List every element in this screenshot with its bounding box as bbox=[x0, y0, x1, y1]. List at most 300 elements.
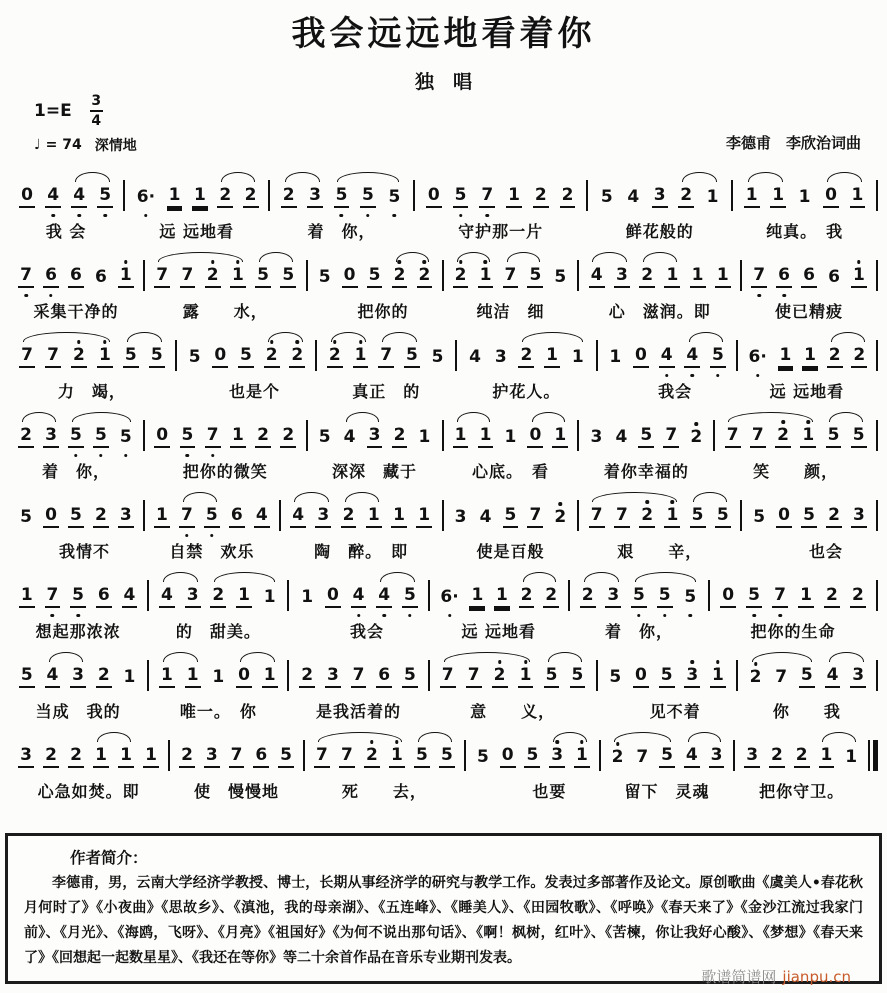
note bbox=[607, 347, 623, 368]
octave-dot-low bbox=[393, 214, 397, 218]
note bbox=[652, 185, 668, 208]
note bbox=[570, 347, 586, 368]
measure bbox=[588, 167, 731, 242]
note bbox=[851, 505, 867, 528]
note-digit: 1 bbox=[391, 506, 407, 528]
note bbox=[599, 187, 615, 208]
note-digit: 3 bbox=[549, 746, 565, 768]
note-digit: 5 bbox=[503, 506, 519, 528]
note-digit: 0 bbox=[720, 586, 736, 608]
note bbox=[154, 425, 170, 448]
note bbox=[479, 185, 495, 208]
note bbox=[210, 667, 226, 688]
note bbox=[492, 665, 508, 688]
note-digit: 5 bbox=[402, 666, 418, 688]
note bbox=[417, 427, 433, 448]
note-digit: 6 bbox=[776, 266, 792, 288]
note bbox=[96, 665, 112, 688]
watermark bbox=[701, 966, 851, 987]
note-digit: 1 bbox=[504, 427, 517, 448]
note-digit: 4 bbox=[479, 507, 492, 528]
note-digit: 5 bbox=[476, 747, 489, 768]
measure bbox=[444, 407, 578, 482]
measure bbox=[9, 327, 175, 402]
note bbox=[68, 425, 84, 448]
octave-dot-low bbox=[752, 614, 756, 618]
note-digit: 3 bbox=[744, 746, 760, 768]
lyric-line: 是我活着的 bbox=[316, 702, 402, 721]
note bbox=[801, 505, 817, 528]
note-digit: 2 bbox=[210, 586, 226, 608]
note-digit: 0 bbox=[212, 346, 228, 368]
note bbox=[589, 265, 605, 288]
note bbox=[709, 745, 725, 768]
note-digit: 2 bbox=[827, 346, 843, 368]
notes-row bbox=[598, 647, 736, 688]
note bbox=[118, 265, 134, 288]
note bbox=[659, 345, 675, 368]
note-digit: 3 bbox=[185, 586, 201, 608]
note bbox=[638, 425, 654, 448]
note-digit: 5 bbox=[68, 426, 84, 448]
note-digit: 2 bbox=[205, 266, 221, 288]
note-digit: 2 bbox=[243, 186, 259, 208]
note bbox=[43, 265, 59, 288]
barline bbox=[876, 180, 878, 211]
note bbox=[364, 745, 380, 768]
lyric-line: 我 会 bbox=[45, 222, 87, 241]
octave-dot-low bbox=[185, 534, 189, 538]
note bbox=[45, 345, 61, 368]
note-digit: 2 bbox=[18, 426, 34, 448]
lyric-line: 我情不 bbox=[41, 542, 110, 561]
note-digit: 3 bbox=[454, 507, 467, 528]
time-signature-denominator: 4 bbox=[91, 113, 102, 129]
note-digit: 5 bbox=[123, 346, 139, 368]
octave-dot-low bbox=[448, 614, 452, 618]
lyric-line: 心 滋润。即 bbox=[608, 302, 711, 321]
measure bbox=[579, 247, 740, 322]
note bbox=[625, 187, 641, 208]
bio-heading: 作者简介： bbox=[70, 849, 148, 867]
note-digit: 1 bbox=[690, 266, 706, 288]
note-digit: 7 bbox=[440, 666, 456, 688]
note bbox=[118, 505, 134, 528]
barline bbox=[876, 340, 878, 371]
notes-row bbox=[9, 167, 123, 208]
note-digit: 5 bbox=[388, 187, 401, 208]
note-digit: 1 bbox=[710, 666, 726, 688]
composer-credit: 李德甫 李欣治词曲 bbox=[725, 134, 861, 152]
note bbox=[179, 505, 195, 528]
note-digit: 2 bbox=[289, 346, 305, 368]
note bbox=[776, 265, 792, 288]
note-digit: 1 bbox=[819, 746, 835, 768]
note-digit: 1 bbox=[192, 186, 208, 208]
note-digit: 2 bbox=[639, 506, 655, 528]
note-digit: 7 bbox=[589, 506, 605, 528]
note-digit: 6 bbox=[828, 267, 840, 288]
octave-dot-high bbox=[754, 662, 758, 666]
note-digit: 1 bbox=[118, 266, 134, 288]
lyric-line: 把你的生命 bbox=[750, 622, 836, 641]
music-system bbox=[9, 567, 878, 647]
note bbox=[827, 345, 843, 368]
note bbox=[97, 345, 113, 368]
note-digit: 1 bbox=[802, 346, 818, 368]
final-bar-thick bbox=[873, 740, 878, 771]
note-digit: 5 bbox=[188, 347, 201, 368]
lyric-line: 你 我 bbox=[772, 702, 841, 721]
note-digit: 7 bbox=[229, 746, 245, 768]
note bbox=[794, 745, 810, 768]
note bbox=[639, 265, 655, 288]
lyric-line: 远 远地看 bbox=[769, 382, 845, 401]
note-digit: 3 bbox=[307, 186, 323, 208]
note bbox=[230, 425, 246, 448]
lyric-line: 着 你， bbox=[41, 462, 110, 481]
note-digit: 7 bbox=[179, 506, 195, 528]
note-digit: 5 bbox=[70, 586, 86, 608]
note bbox=[18, 265, 34, 288]
note bbox=[466, 665, 482, 688]
note-digit: 2 bbox=[560, 186, 576, 208]
note-digit: 4 bbox=[589, 266, 605, 288]
lyric-line: 使是百般 bbox=[476, 542, 545, 561]
octave-dot-low bbox=[51, 614, 55, 618]
note bbox=[744, 185, 760, 208]
note-digit: 1 bbox=[478, 426, 494, 448]
note-digit: 0 bbox=[823, 186, 839, 208]
lyric-line: 采集干净的 bbox=[33, 302, 119, 321]
note bbox=[823, 185, 839, 208]
lyric-line: 自禁 欢乐 bbox=[169, 542, 255, 561]
note-digit: 2 bbox=[71, 346, 87, 368]
note-digit: 5 bbox=[149, 346, 165, 368]
note-digit: 1 bbox=[167, 186, 183, 208]
note bbox=[527, 265, 543, 288]
measure bbox=[149, 647, 287, 722]
note bbox=[416, 505, 432, 528]
note bbox=[262, 587, 278, 608]
note-digit: 5 bbox=[431, 347, 444, 368]
note bbox=[664, 265, 680, 288]
octave-dot-high bbox=[695, 422, 699, 426]
measure bbox=[145, 247, 306, 322]
note bbox=[149, 345, 165, 368]
measure bbox=[270, 167, 413, 242]
note bbox=[179, 745, 195, 768]
bio-text: 李德甫，男，云南大学经济学教授、博士，长期从事经济学的研究与教学工作。发表过多部著作及论文。原创歌曲《虞美人•春花秋月何时了》《小夜曲》《思故乡》、《滇池，我的母亲湖》、《五连峰》、《睡美人》、《田园牧歌》、《呼唤》《春天来了》《金沙江流过我家门前》、《月光》、《海鸥，飞呀》、《月亮》《祖国好》《为何不说出那句话》、《啊！枫树，红叶》、《苦楝，你让我好心酸》、《梦想》《春天来了》《回想起一起数星星》、《我还在等你》等二十余首作品在音乐专业期刊发表。 bbox=[24, 875, 863, 966]
note bbox=[351, 585, 367, 608]
note bbox=[607, 667, 623, 688]
note bbox=[720, 585, 736, 608]
note-digit: 0 bbox=[633, 346, 649, 368]
notes-row bbox=[742, 247, 876, 288]
note-digit: 2 bbox=[851, 346, 867, 368]
note-digit: 1 bbox=[518, 666, 534, 688]
note-digit: 5 bbox=[746, 586, 762, 608]
note-digit: 3 bbox=[709, 746, 725, 768]
note-digit: 0 bbox=[633, 666, 649, 688]
note bbox=[633, 665, 649, 688]
octave-dot-high bbox=[691, 660, 695, 664]
note bbox=[280, 425, 296, 448]
note-digit: 5 bbox=[684, 587, 697, 608]
lyric-line: 也会 bbox=[775, 542, 844, 561]
note bbox=[778, 345, 794, 368]
note-digit: 4 bbox=[627, 187, 640, 208]
note bbox=[438, 587, 460, 608]
note bbox=[503, 265, 519, 288]
octave-dot-low bbox=[756, 374, 760, 378]
octave-dot-low bbox=[74, 454, 78, 458]
note-digit: 1 bbox=[494, 586, 510, 608]
note-digit: 1 bbox=[185, 666, 201, 688]
notes-row bbox=[9, 247, 143, 288]
note bbox=[552, 425, 568, 448]
note-digit: 3 bbox=[204, 746, 220, 768]
note-digit: 7 bbox=[751, 266, 767, 288]
note bbox=[663, 425, 679, 448]
note bbox=[45, 585, 61, 608]
note bbox=[210, 585, 226, 608]
note-digit: 7 bbox=[636, 747, 649, 768]
note bbox=[317, 267, 333, 288]
music-system bbox=[9, 407, 878, 487]
note bbox=[238, 345, 254, 368]
note-digit: 0 bbox=[342, 266, 358, 288]
note bbox=[123, 345, 139, 368]
note bbox=[45, 665, 61, 688]
note bbox=[747, 347, 769, 368]
note bbox=[613, 427, 629, 448]
note bbox=[71, 345, 87, 368]
note bbox=[798, 585, 814, 608]
note-digit: 0 bbox=[325, 586, 341, 608]
note bbox=[744, 745, 760, 768]
note bbox=[255, 425, 271, 448]
note bbox=[93, 505, 109, 528]
note-digit: 5 bbox=[609, 667, 622, 688]
note-digit: 5 bbox=[318, 267, 331, 288]
lyric-line: 把你的微笑 bbox=[182, 462, 268, 481]
watermark-url-link[interactable]: jianpu.cn bbox=[782, 968, 851, 986]
note bbox=[205, 425, 221, 448]
note bbox=[392, 265, 408, 288]
note-digit: 4 bbox=[122, 586, 138, 608]
octave-dot-high bbox=[124, 260, 128, 264]
note bbox=[253, 745, 269, 768]
note-digit: 3 bbox=[315, 506, 331, 528]
note bbox=[560, 185, 576, 208]
note bbox=[212, 345, 228, 368]
measure bbox=[415, 167, 586, 242]
note bbox=[414, 745, 430, 768]
note-digit: 5 bbox=[119, 427, 132, 448]
note-digit: 6 bbox=[801, 266, 817, 288]
measure bbox=[570, 567, 708, 642]
note bbox=[180, 265, 196, 288]
note-digit: 1 bbox=[798, 187, 811, 208]
note-digit: 7 bbox=[339, 746, 355, 768]
note-digit: 5 bbox=[367, 266, 383, 288]
measure bbox=[598, 647, 736, 722]
note-digit: 2 bbox=[417, 266, 433, 288]
note bbox=[19, 345, 35, 368]
note bbox=[819, 745, 835, 768]
note bbox=[167, 185, 183, 208]
note bbox=[801, 265, 817, 288]
note bbox=[205, 265, 221, 288]
note-digit: 5 bbox=[414, 746, 430, 768]
note-digit: 7 bbox=[663, 426, 679, 448]
note bbox=[748, 667, 764, 688]
note bbox=[404, 345, 420, 368]
note-digit: 2 bbox=[850, 586, 866, 608]
note bbox=[290, 505, 306, 528]
note-digit: 7 bbox=[154, 266, 170, 288]
note bbox=[770, 185, 786, 208]
note bbox=[605, 585, 621, 608]
note bbox=[378, 345, 394, 368]
note-digit: 6 bbox=[68, 266, 84, 288]
note bbox=[589, 505, 605, 528]
lyric-line: 着你幸福的 bbox=[603, 462, 689, 481]
note-digit: 4 bbox=[615, 427, 628, 448]
note-digit: 2 bbox=[769, 746, 785, 768]
note bbox=[544, 345, 560, 368]
note-digit: 7 bbox=[19, 346, 35, 368]
octave-dot-low bbox=[663, 614, 667, 618]
note bbox=[230, 265, 246, 288]
note-digit: 2 bbox=[93, 506, 109, 528]
note-digit: 2 bbox=[280, 426, 296, 448]
final-barline bbox=[868, 740, 878, 771]
note-digit: 1 bbox=[506, 186, 522, 208]
lyric-line: 纯洁 细 bbox=[476, 302, 545, 321]
note bbox=[552, 507, 568, 528]
note-digit: 2 bbox=[299, 666, 315, 688]
note-digit: 1 bbox=[93, 746, 109, 768]
octave-dot-low bbox=[665, 374, 669, 378]
note bbox=[70, 585, 86, 608]
note-digit: 1 bbox=[770, 186, 786, 208]
note-digit: 2 bbox=[341, 506, 357, 528]
octave-dot-low bbox=[210, 534, 214, 538]
note bbox=[68, 265, 84, 288]
octave-dot-low bbox=[716, 374, 720, 378]
note bbox=[664, 505, 680, 528]
note-digit: 2 bbox=[68, 746, 84, 768]
note-digit: 2 bbox=[826, 506, 842, 528]
note-digit: 5 bbox=[524, 746, 540, 768]
note-digit: 0 bbox=[426, 186, 442, 208]
note bbox=[850, 185, 866, 208]
note-digit: 1 bbox=[744, 186, 760, 208]
note bbox=[229, 505, 245, 528]
note bbox=[122, 667, 138, 688]
time-signature-divider bbox=[90, 110, 103, 112]
note-digit: 5 bbox=[93, 426, 109, 448]
note-digit: 1 bbox=[571, 347, 584, 368]
note-digit: 1 bbox=[353, 346, 369, 368]
measure bbox=[9, 567, 147, 642]
lyric-line: 着 你， bbox=[307, 222, 376, 241]
note-digit: 2 bbox=[794, 746, 810, 768]
lyric-line: 力 竭， bbox=[57, 382, 126, 401]
note bbox=[299, 665, 315, 688]
notes-row bbox=[9, 487, 143, 528]
octave-dot-low bbox=[782, 294, 786, 298]
note bbox=[589, 427, 605, 448]
note bbox=[18, 745, 34, 768]
note-digit: 5 bbox=[318, 427, 331, 448]
notes-row bbox=[415, 167, 586, 208]
lyric-line: 留下 灵魂 bbox=[624, 782, 710, 801]
note-digit: 5 bbox=[799, 666, 815, 688]
note-digit: 3 bbox=[850, 666, 866, 688]
note-digit: 7 bbox=[45, 346, 61, 368]
barline bbox=[876, 420, 878, 451]
measure bbox=[145, 407, 306, 482]
note-digit: 1 bbox=[159, 666, 175, 688]
note bbox=[430, 347, 446, 368]
lyric-line: 意 义， bbox=[470, 702, 556, 721]
note-digit: 5 bbox=[600, 187, 613, 208]
note-digit: 1 bbox=[851, 266, 867, 288]
measure bbox=[444, 247, 578, 322]
measure bbox=[579, 407, 713, 482]
octave-dot-low bbox=[76, 614, 80, 618]
note bbox=[325, 665, 341, 688]
note-digit: 2 bbox=[217, 186, 233, 208]
measure bbox=[170, 727, 303, 802]
note-digit: 1 bbox=[212, 667, 225, 688]
note-digit: 3 bbox=[684, 666, 700, 688]
note bbox=[570, 665, 586, 688]
note-digit: 4 bbox=[254, 506, 270, 528]
note bbox=[631, 585, 647, 608]
note bbox=[45, 185, 61, 208]
note bbox=[264, 345, 280, 368]
note bbox=[278, 745, 294, 768]
note bbox=[503, 427, 519, 448]
note bbox=[850, 585, 866, 608]
note bbox=[342, 427, 358, 448]
note bbox=[185, 665, 201, 688]
measure bbox=[9, 487, 143, 562]
note-digit: 2 bbox=[678, 186, 694, 208]
author-bio-box bbox=[5, 833, 882, 984]
note bbox=[659, 745, 675, 768]
note bbox=[19, 665, 35, 688]
measure bbox=[9, 727, 168, 802]
note-digit: 7 bbox=[479, 186, 495, 208]
note-digit: 0 bbox=[43, 506, 59, 528]
note-digit: 5 bbox=[657, 586, 673, 608]
note bbox=[851, 265, 867, 288]
note bbox=[634, 747, 650, 768]
note bbox=[334, 185, 350, 208]
notes-row bbox=[145, 407, 306, 448]
octave-dot-low bbox=[211, 454, 215, 458]
note bbox=[533, 185, 549, 208]
note bbox=[772, 585, 788, 608]
note bbox=[690, 505, 706, 528]
notes-row bbox=[9, 647, 147, 688]
note-digit: 5 bbox=[527, 266, 543, 288]
